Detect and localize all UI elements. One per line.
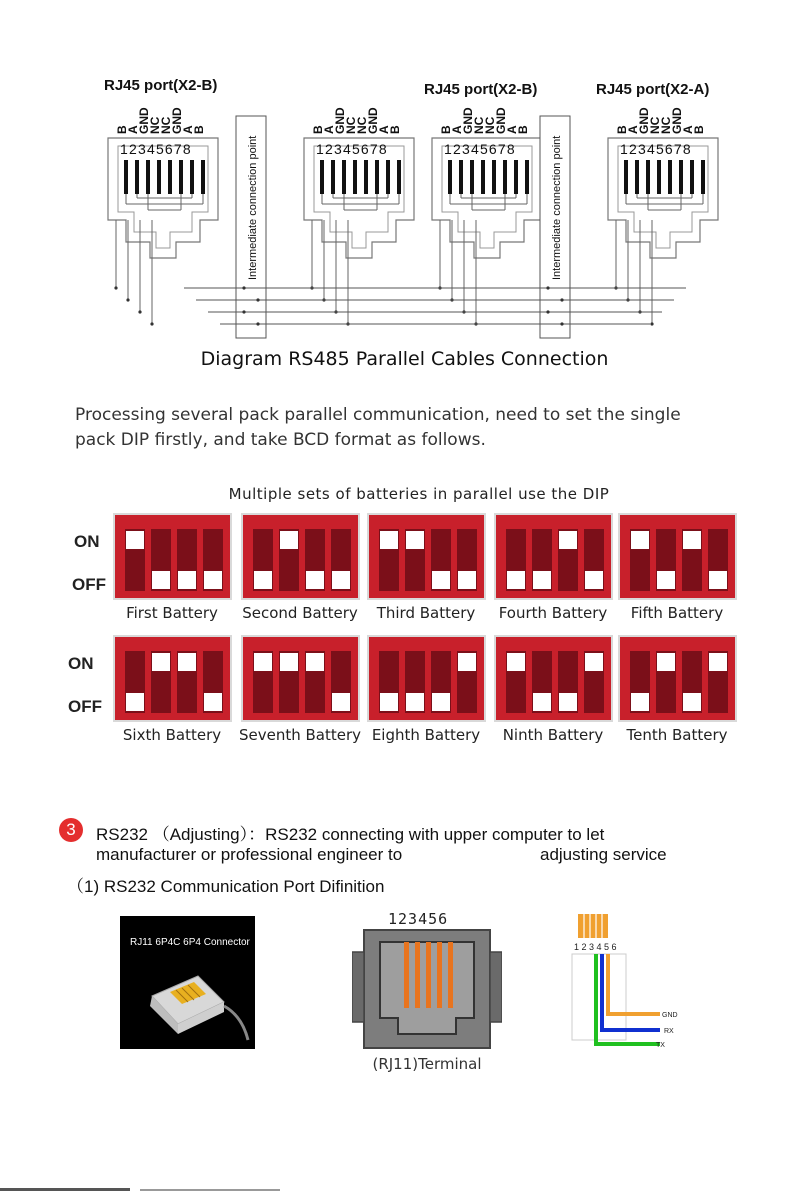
dip-slot [125, 529, 145, 591]
dip-slot [457, 529, 477, 591]
dip-switch-7 [241, 635, 360, 722]
dip-slot [506, 651, 526, 713]
rs232-pinout-diagram [568, 910, 688, 1052]
bus-dots [242, 286, 563, 325]
pin-label: B [311, 125, 325, 134]
dip-knob-off [683, 693, 701, 711]
on-label-row2: ON [68, 654, 94, 673]
dip-slot [630, 651, 650, 713]
pin-numbers: 12345678 [120, 141, 192, 157]
battery-label: Eighth Battery [371, 726, 481, 744]
dip-slot [405, 651, 425, 713]
dip-knob-off [204, 693, 222, 711]
rs485-wiring-diagram [96, 72, 736, 342]
dip-knob-off [178, 571, 196, 589]
pin-label: A [377, 125, 391, 134]
pin-numbers: 12345678 [620, 141, 692, 157]
dip-slot [305, 529, 325, 591]
dip-switch-8 [367, 635, 486, 722]
dip-knob-on [585, 653, 603, 671]
intro-line-2: pack DIP firstly, and take BCD format as follows. [75, 430, 486, 450]
pin-label: B [388, 125, 402, 134]
dip-switch-3 [367, 513, 486, 600]
dip-knob-off [559, 693, 577, 711]
dip-knob-on [380, 531, 398, 549]
dip-slot [151, 651, 171, 713]
pinout-tx-label: TX [656, 1042, 665, 1049]
pin-label: A [626, 125, 640, 134]
pin-label: NC [472, 116, 486, 134]
port-title-1: RJ45 port(X2-B) [104, 77, 218, 94]
dip-knob-off [380, 693, 398, 711]
battery-label: Fifth Battery [630, 604, 724, 622]
rs232-description-line2a: manufacturer or professional engineer to [96, 845, 403, 864]
pin-label: NC [148, 116, 162, 134]
intermediate-label-1: Intermediate connection point [247, 135, 259, 280]
dip-slot [656, 529, 676, 591]
pin-numbers: 12345678 [316, 141, 388, 157]
dip-slot [532, 529, 552, 591]
dip-knob-on [178, 653, 196, 671]
pin-label: GND [366, 107, 380, 134]
pin-label: A [181, 125, 195, 134]
rs232-description-line2b: adjusting service [540, 845, 667, 864]
terminal-pin-numbers: 123456 [388, 910, 449, 928]
dip-knob-off [432, 693, 450, 711]
dip-slot [151, 529, 171, 591]
rs232-description-line1: RS232 （Adjusting）：RS232 connecting with upper computer to let [96, 825, 605, 844]
pin-label: NC [159, 116, 173, 134]
battery-label: Fourth Battery [498, 604, 608, 622]
pinout-rx-label: RX [664, 1028, 674, 1035]
dip-slot [177, 651, 197, 713]
dip-slot [279, 529, 299, 591]
dip-knob-off [306, 571, 324, 589]
diagram-caption: Diagram RS485 Parallel Cables Connection [200, 348, 609, 370]
dip-switch-9 [494, 635, 613, 722]
dip-knob-on [709, 653, 727, 671]
dip-slot [177, 529, 197, 591]
dip-knob-off [332, 571, 350, 589]
dip-slot [708, 529, 728, 591]
battery-label: Second Battery [242, 604, 358, 622]
dip-knob-off [204, 571, 222, 589]
dip-knob-off [432, 571, 450, 589]
pin-label: B [615, 125, 629, 134]
dip-slot [331, 529, 351, 591]
rs232-subheading: （1) RS232 Communication Port Difinition [67, 877, 385, 896]
rj11-connector-photo [120, 916, 255, 1049]
dip-knob-off [657, 571, 675, 589]
terminal-caption: (RJ11)Terminal [372, 1055, 482, 1073]
pin-label: B [516, 125, 530, 134]
dip-knob-off [507, 571, 525, 589]
pin-label: NC [344, 116, 358, 134]
port-title-4: RJ45 port(X2-A) [596, 81, 710, 98]
dip-switch-6 [113, 635, 232, 722]
dip-knob-on [280, 653, 298, 671]
pin-label: NC [355, 116, 369, 134]
rj45-port-4 [608, 107, 718, 326]
pin-label: GND [670, 107, 684, 134]
pin-label: GND [637, 107, 651, 134]
dip-slot [656, 651, 676, 713]
pin-label: B [192, 125, 206, 134]
battery-label: Sixth Battery [122, 726, 222, 744]
dip-knob-off [709, 571, 727, 589]
dip-slot [558, 651, 578, 713]
dip-knob-off [585, 571, 603, 589]
dip-knob-on [306, 653, 324, 671]
pin-label: NC [648, 116, 662, 134]
dip-slot [682, 529, 702, 591]
pinout-gnd-label: GND [662, 1012, 678, 1019]
battery-label: Third Battery [376, 604, 476, 622]
pin-numbers: 12345678 [444, 141, 516, 157]
port-title-3: RJ45 port(X2-B) [424, 81, 538, 98]
footer-strip [0, 1186, 809, 1192]
off-label-row2: OFF [68, 697, 102, 716]
pin-label: GND [494, 107, 508, 134]
dip-slot [506, 529, 526, 591]
dip-knob-on [631, 531, 649, 549]
dip-slot [431, 529, 451, 591]
pin-label: GND [137, 107, 151, 134]
dip-slot [584, 529, 604, 591]
dip-knob-off [126, 693, 144, 711]
dip-knob-on [126, 531, 144, 549]
dip-knob-off [458, 571, 476, 589]
rj45-port-2 [304, 107, 414, 326]
pinout-pin-numbers: 1 2 3 4 5 6 [574, 942, 617, 952]
rj11-terminal-diagram [352, 906, 502, 1056]
dip-slot [431, 651, 451, 713]
photo-label: RJ11 6P4C 6P4 Connector [130, 937, 250, 948]
dip-slot [630, 529, 650, 591]
dip-slot [379, 529, 399, 591]
dip-slot [708, 651, 728, 713]
battery-label: Ninth Battery [502, 726, 604, 744]
pin-label: NC [483, 116, 497, 134]
dip-slot [203, 529, 223, 591]
dip-knob-off [631, 693, 649, 711]
dip-switch-1 [113, 513, 232, 600]
dip-slot [203, 651, 223, 713]
pin-label: A [322, 125, 336, 134]
dip-knob-on [657, 653, 675, 671]
dip-knob-off [533, 693, 551, 711]
dip-knob-on [507, 653, 525, 671]
pin-label: A [126, 125, 140, 134]
dip-switch-2 [241, 513, 360, 600]
rj45-port-3 [432, 107, 542, 326]
rj45-port-1 [108, 107, 218, 326]
rj45-ports [108, 107, 718, 326]
section-number-badge: 3 [59, 818, 83, 842]
pin-label: A [505, 125, 519, 134]
dip-slot [558, 529, 578, 591]
dip-slot [279, 651, 299, 713]
intermediate-label-2: Intermediate connection point [551, 135, 563, 280]
dip-knob-on [254, 653, 272, 671]
battery-label: Seventh Battery [238, 726, 362, 744]
dip-slot [532, 651, 552, 713]
dip-knob-off [332, 693, 350, 711]
pin-label: A [681, 125, 695, 134]
dip-slot [305, 651, 325, 713]
dip-knob-off [406, 693, 424, 711]
pin-label: B [692, 125, 706, 134]
off-label-row1: OFF [72, 575, 106, 594]
dip-knob-on [458, 653, 476, 671]
dip-slot [584, 651, 604, 713]
dip-knob-on [280, 531, 298, 549]
dip-slot [457, 651, 477, 713]
dip-slot [253, 529, 273, 591]
pin-label: B [439, 125, 453, 134]
dip-slot [379, 651, 399, 713]
dip-knob-on [683, 531, 701, 549]
dip-slot [682, 651, 702, 713]
intro-paragraph [75, 403, 775, 453]
dip-switch-4 [494, 513, 613, 600]
dip-slot [253, 651, 273, 713]
pin-label: GND [170, 107, 184, 134]
pin-label: NC [659, 116, 673, 134]
dip-knob-off [152, 571, 170, 589]
battery-label: First Battery [126, 604, 218, 622]
dip-knob-on [406, 531, 424, 549]
pin-label: GND [461, 107, 475, 134]
dip-knob-off [254, 571, 272, 589]
dip-knob-off [533, 571, 551, 589]
pin-label: B [115, 125, 129, 134]
dip-switch-10 [618, 635, 737, 722]
intro-line-1: Processing several pack parallel communication, need to set the single [75, 405, 681, 425]
dip-slot [331, 651, 351, 713]
battery-label: Tenth Battery [626, 726, 728, 744]
dip-knob-on [559, 531, 577, 549]
dip-title: Multiple sets of batteries in parallel use the DIP [228, 485, 610, 503]
dip-switch-5 [618, 513, 737, 600]
dip-knob-on [152, 653, 170, 671]
dip-slot [405, 529, 425, 591]
pin-label: A [450, 125, 464, 134]
pin-label: GND [333, 107, 347, 134]
on-label-row1: ON [74, 532, 100, 551]
dip-slot [125, 651, 145, 713]
